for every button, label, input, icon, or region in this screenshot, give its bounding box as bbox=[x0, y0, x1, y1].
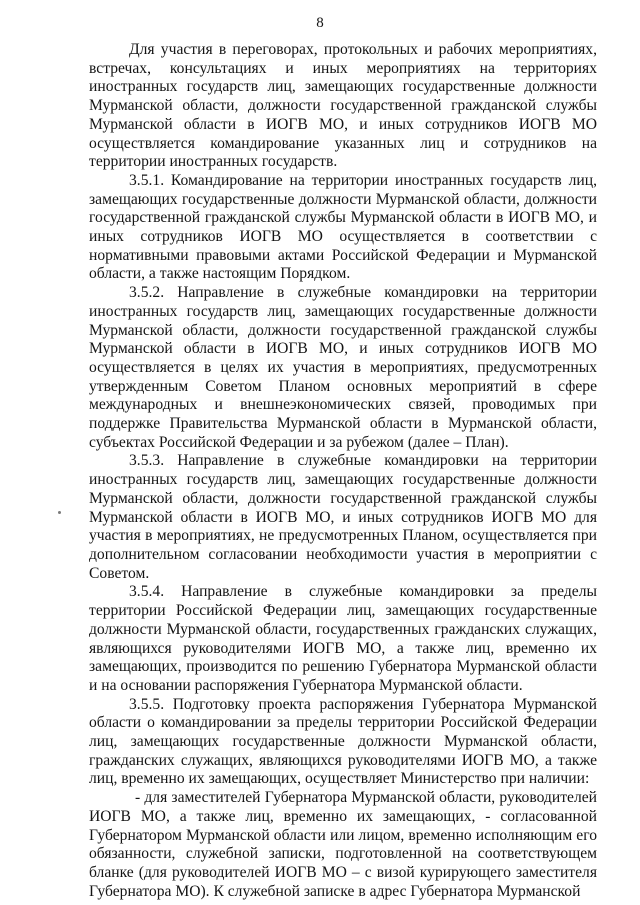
paragraph-3-5-1: 3.5.1. Командирование на территории иностранных государств лиц, замещающих государственные должности Мурманской области, должности государственной гражданской службы Мурманской области в ИОГВ МО, и иных сотрудников ИОГВ МО осуществляется в соответствии с нормативными правовыми актами Российской Федерации и Мурманской области, а также настоящим Порядком. bbox=[89, 171, 597, 283]
scan-mark bbox=[58, 511, 61, 514]
page-number: 8 bbox=[316, 15, 324, 31]
paragraph-3-5-3: 3.5.3. Направление в служебные командировки на территории иностранных государств лиц, замещающих государственные должности Мурманской области, должности государственной гражданской службы Мурманской области в ИОГВ МО, и иных сотрудников ИОГВ МО для участия в мероприятиях, не предусмотренных Планом, осуществляется при дополнительном согласовании необходимости участия в мероприятии с Советом. bbox=[89, 452, 597, 582]
document-body bbox=[89, 41, 597, 901]
paragraph-intro: Для участия в переговорах, протокольных и рабочих мероприятиях, встречах, консультациях и иных мероприятиях на территориях иностранных государств лиц, замещающих государственные должности Мурманской области, должности государственной гражданской службы Мурманской области в ИОГВ МО, и иных сотрудников ИОГВ МО осуществляется командирование указанных лиц и сотрудников на территории иностранных государств. bbox=[89, 41, 597, 171]
paragraph-list-item: - для заместителей Губернатора Мурманской области, руководителей ИОГВ МО, а также лиц, временно их замещающих, - согласованной Губернатором Мурманской области или лицом, временно исполняющим его обязанности, служебной записки, подготовленной на соответствующем бланке (для руководителей ИОГВ МО – с визой курирующего заместителя Губернатора МО). К служебной записке в адрес Губернатора Мурманской bbox=[89, 789, 597, 900]
paragraph-3-5-4: 3.5.4. Направление в служебные командировки за пределы территории Российской Федерации лиц, замещающих государственные должности Мурманской области, государственных гражданских служащих, являющихся руководителями ИОГВ МО, а также лиц, временно их замещающих, производится по решению Губернатора Мурманской области и на основании распоряжения Губернатора Мурманской области. bbox=[89, 583, 597, 694]
paragraph-3-5-5: 3.5.5. Подготовку проекта распоряжения Губернатора Мурманской области о командировании за пределы территории Российской Федерации лиц, замещающих государственные должности Мурманской области, гражданских служащих, являющихся руководителями ИОГВ МО, а также лиц, временно их замещающих, осуществляет Министерство при наличии: bbox=[89, 695, 597, 788]
paragraph-3-5-2: 3.5.2. Направление в служебные командировки на территории иностранных государств лиц, замещающих государственные должности Мурманской области, должности государственной гражданской службы Мурманской области в ИОГВ МО, и иных сотрудников ИОГВ МО осуществляется в целях их участия в мероприятиях, предусмотренных утвержденным Советом Планом основных мероприятий в сфере международных и внешнеэкономических связей, проводимых при поддержке Правительства Мурманской области в Мурманской области, субъектах Российской Федерации и за рубежом (далее – План). bbox=[89, 284, 597, 451]
